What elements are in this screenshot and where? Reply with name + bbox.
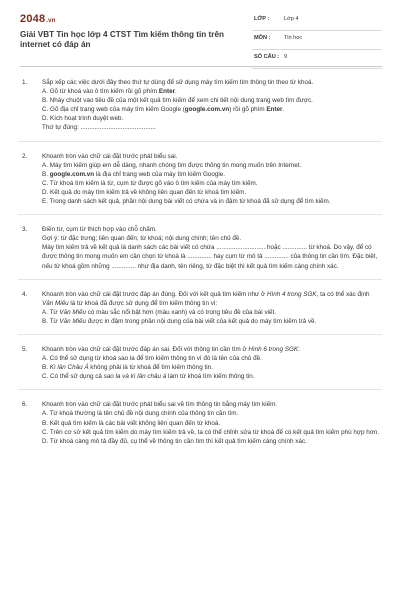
meta-row-class bbox=[252, 12, 382, 31]
question-hint: Gợi ý: từ đặc trưng; liên quan đến; từ khoá; nội dung chính; tên chủ đề. bbox=[42, 235, 242, 243]
option-b: B. google.com.vn là địa chỉ trang web của máy tìm kiếm Google. bbox=[42, 170, 226, 178]
option-c: C. Gõ địa chỉ trang web của máy tìm kiếm Google (google.com.vn) rồi gõ phím Enter. bbox=[42, 106, 285, 114]
option-a: A. Gõ từ khoá vào ô tìm kiếm rồi gõ phím Enter. bbox=[42, 88, 177, 96]
option-b: B. Từ Văn Miếu được in đậm trong phần nội dung của bài viết của kết quả do máy tìm kiếm trả về. bbox=[42, 317, 317, 325]
question-divider bbox=[18, 141, 382, 142]
option-d: D. Kết quả do máy tìm kiếm trả về không liên quan đến từ khoá tìm kiếm. bbox=[42, 188, 247, 196]
option-e: E. Trong danh sách kết quả, phần nội dung bài viết có chứa và in đậm từ khoá đã sử dụng để tìm kiếm. bbox=[42, 198, 331, 206]
question-prompt: Khoanh tròn vào chữ cái đặt trước phát biểu sai về tìm thông tin bằng máy tìm kiếm. bbox=[42, 401, 278, 409]
site-logo[interactable] bbox=[20, 13, 56, 25]
option-a: A. Có thể sử dụng từ khoá sao la để tìm kiếm thông tin vì đó là tên của chủ đề. bbox=[42, 355, 262, 363]
meta-value: 9 bbox=[284, 54, 288, 60]
question-3 bbox=[0, 225, 400, 270]
meta-key: LỚP : bbox=[254, 16, 270, 22]
meta-value: Lớp 4 bbox=[284, 16, 299, 22]
option-a: A. Máy tìm kiếm giúp em dễ dàng, nhanh chóng tìm được thông tin mong muốn trên Internet. bbox=[42, 161, 302, 169]
document-header bbox=[0, 0, 400, 62]
meta-key: SỐ CÂU : bbox=[254, 54, 280, 60]
question-number: 4. bbox=[22, 290, 28, 298]
option-b: B. Nháy chuột vào tiêu đề của một kết quả tìm kiếm để xem chi tiết nội dung trang web tìm được. bbox=[42, 97, 313, 105]
header-divider bbox=[20, 66, 382, 67]
option-a: A. Từ khoá thường là tên chủ đề nội dung chính của thông tin cần tìm. bbox=[42, 410, 239, 418]
meta-value: Tin học bbox=[284, 35, 303, 41]
option-a: A. Từ Văn Miếu có màu sắc nổi bật hơn (màu xanh) và có trong tiêu đề của bài viết. bbox=[42, 308, 277, 316]
question-2 bbox=[0, 152, 400, 207]
question-5 bbox=[0, 345, 400, 381]
question-prompt: Khoanh tròn vào chữ cái đặt trước phát biểu sai. bbox=[42, 152, 178, 160]
question-divider bbox=[18, 214, 382, 215]
meta-row-subject bbox=[252, 31, 382, 50]
option-b: B. Kết quả tìm kiếm là các bài viết không liên quan đến từ khoá. bbox=[42, 419, 221, 427]
option-c: C. Có thể sử dụng cả sao la và kì lân châu á làm từ khoá tìm kiếm thông tin. bbox=[42, 373, 255, 381]
question-divider bbox=[18, 334, 382, 335]
question-6 bbox=[0, 400, 400, 445]
question-list bbox=[0, 78, 400, 446]
option-c: C. Từ khoá tìm kiếm là từ, cụm từ được gõ vào ô tìm kiếm của máy tìm kiếm. bbox=[42, 179, 258, 187]
option-d: D. Từ khoá càng mô tả đầy đủ, cụ thể về thông tin cần tìm thì kết quả tìm kiếm càng chính xác. bbox=[42, 437, 307, 445]
document-title: Giải VBT Tin học lớp 4 CTST Tìm kiếm thông tin trên internet có đáp án bbox=[20, 30, 224, 49]
question-number: 6. bbox=[22, 401, 28, 409]
question-prompt: Sắp xếp các việc dưới đây theo thứ tự dùng để sử dụng máy tìm kiếm tìm thông tin theo từ khoá. bbox=[42, 79, 314, 86]
meta-table bbox=[252, 12, 382, 69]
question-1 bbox=[0, 78, 400, 133]
meta-key: MÔN : bbox=[254, 35, 271, 41]
fill-in-passage: Máy tìm kiếm trả về kết quả là danh sách các bài viết có chứa ............................ hoặc .............. từ khoá. Do vậy, để có được thông tin mong muốn em cần chọn từ khoá là .............. hay cụm từ mô tả .............. của thông tin cần tìm. Đặc biệt, nếu từ khoá gồm những .............. như địa danh, tên riêng, từ đặc biệt thì kết quả tìm kiếm càng chính xác. bbox=[42, 244, 378, 270]
answer-order: Thứ tự đúng: ........................................... bbox=[42, 124, 156, 132]
question-number: 1. bbox=[22, 79, 28, 86]
option-c: C. Trên cơ sở kết quả tìm kiếm do máy tìm kiếm trả về, ta có thể chỉnh sửa từ khoá để có kết quả tìm kiếm phù hợp hơn. bbox=[42, 428, 380, 436]
option-b: B. Kì lân Châu Á không phải là từ khoá để tìm kiếm thông tin. bbox=[42, 364, 213, 372]
question-number: 2. bbox=[22, 152, 28, 160]
question-4 bbox=[0, 290, 400, 326]
question-number: 3. bbox=[22, 226, 28, 234]
question-prompt: Khoanh tròn vào chữ cái đặt trước đáp án sai. Đối với thông tin cần tìm ở Hình 6 trong SGK: bbox=[42, 345, 300, 353]
question-divider bbox=[18, 279, 382, 280]
option-d: D. Kích hoạt trình duyệt web. bbox=[42, 115, 124, 123]
question-prompt: Điền từ, cụm từ thích hợp vào chỗ chấm. bbox=[42, 226, 157, 234]
question-divider bbox=[18, 389, 382, 390]
logo-sub: .vn bbox=[46, 18, 56, 24]
question-number: 5. bbox=[22, 345, 28, 353]
logo-main: 2048 bbox=[20, 13, 46, 25]
question-prompt: Khoanh tròn vào chữ cái đặt trước đáp án đúng. Đối với kết quả tìm kiếm như ở Hình 4 trong SGK, ta có thể xác định Văn Miếu là từ khoá đã được sử dụng để tìm kiếm thông tin vì: bbox=[42, 290, 370, 307]
